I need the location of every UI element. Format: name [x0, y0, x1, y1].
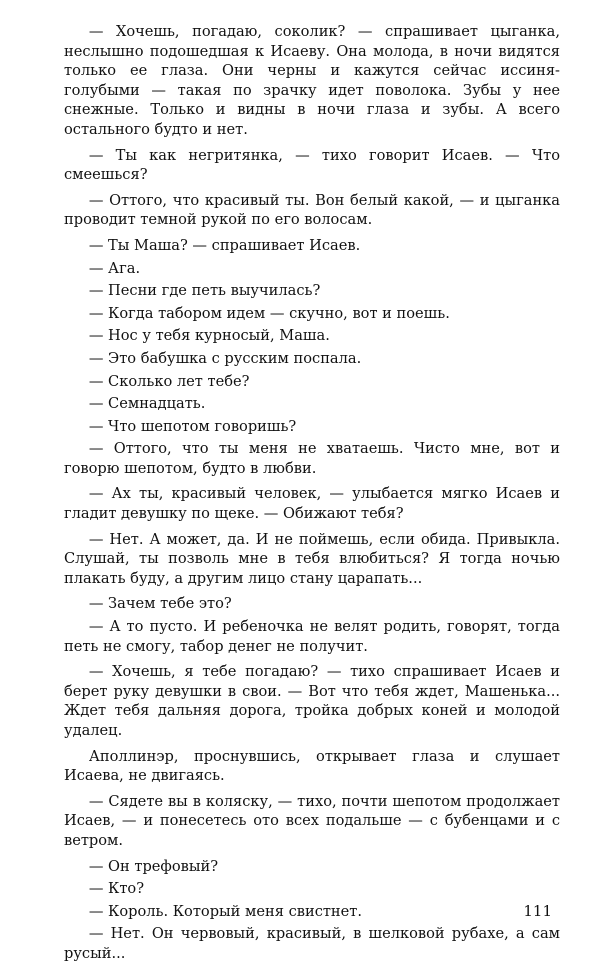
- paragraph: — Песни где петь выучилась?: [88, 282, 321, 300]
- paragraph: — Хочешь, погадаю, соколик? — спрашивает цыганка, неслышно подошедшая к Исаеву. Она молода, в ночи видятся только ее глаза. Они черны и кажутся сейчас иссиня-голубыми — такая по зрачку идет поволока. Зубы у нее снежные. Только и видны в ночи глаза и зубы. А всего остального будто и нет.: [64, 23, 560, 138]
- page-number: 111: [523, 902, 552, 920]
- paragraph: — Ах ты, красивый человек, — улыбается мягко Исаев и гладит девушку по щеке. — Обижают тебя?: [64, 485, 560, 523]
- page-body: [64, 22, 560, 970]
- paragraph: — Это бабушка с русским поспала.: [88, 349, 362, 367]
- paragraph: — Нос у тебя курносый, Маша.: [88, 327, 330, 345]
- paragraph: — Оттого, что ты меня не хватаешь. Чисто мне, вот и говорю шепотом, будто в любви.: [64, 440, 560, 477]
- paragraph: — Что шепотом говоришь?: [88, 417, 297, 435]
- paragraph: — Ты Маша? — спрашивает Исаев.: [88, 236, 361, 254]
- paragraph: — Когда табором идем — скучно, вот и поешь.: [88, 304, 450, 322]
- paragraph: — Хочешь, я тебе погадаю? — тихо спрашивает Исаев и берет руку девушки в свои. — Вот что тебя ждет, Машенька... Ждет тебя дальняя дорога, тройка добрых коней и молодой удалец.: [64, 663, 560, 739]
- paragraph: — Нет. А может, да. И не поймешь, если обида. Привыкла. Слушай, ты позволь мне в тебя влюбиться? Я тогда ночью плакать буду, а другим лицо стану царапать...: [64, 530, 560, 587]
- paragraph: — Ты как негритянка, — тихо говорит Исаев. — Что смеешься?: [64, 146, 560, 184]
- paragraph: — Он трефовый?: [88, 857, 219, 875]
- paragraph: Аполлинэр, проснувшись, открывает глаза и слушает Исаева, не двигаясь.: [64, 747, 560, 785]
- paragraph: — Оттого, что красивый ты. Вон белый какой, — и цыганка проводит темной рукой по его волосам.: [64, 191, 560, 229]
- paragraph: — Ага.: [88, 259, 141, 277]
- paragraph: — Кто?: [88, 880, 145, 898]
- paragraph: — Нет. Он червовый, красивый, в шелковой рубахе, а сам русый...: [64, 925, 560, 962]
- paragraph: — Семнадцать.: [88, 395, 206, 413]
- paragraph: — Сколько лет тебе?: [88, 372, 250, 390]
- paragraph: — А то пусто. И ребеночка не велят родить, говорят, тогда петь не смогу, табор денег не получит.: [64, 618, 560, 655]
- paragraph: — Сядете вы в коляску, — тихо, почти шепотом продолжает Исаев, — и понесетесь ото всех подальше — с бубенцами и с ветром.: [64, 792, 560, 849]
- paragraph: — Король. Который меня свистнет.: [88, 902, 363, 920]
- paragraph: — Зачем тебе это?: [88, 595, 232, 613]
